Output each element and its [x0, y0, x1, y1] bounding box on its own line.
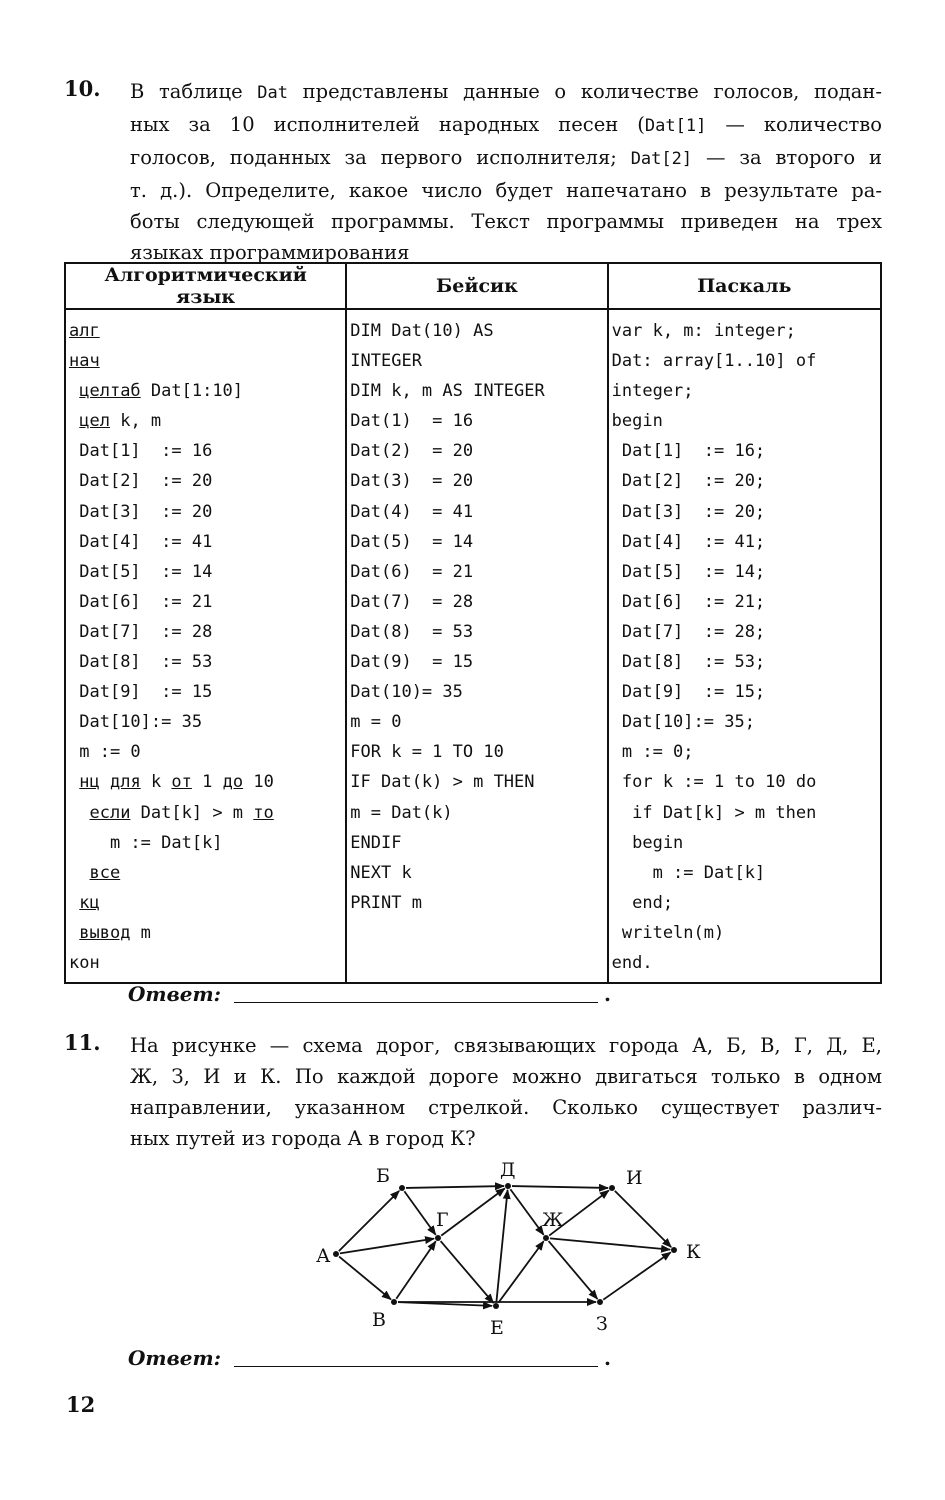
code-line: if Dat[k] > m then	[611, 802, 817, 823]
city-label: А	[316, 1245, 331, 1267]
code-line: Dat[6] := 21	[79, 591, 213, 612]
code-line: IF Dat(k) > m THEN	[350, 772, 535, 793]
road-graph	[300, 1150, 720, 1340]
code-line: Dat[5] := 14;	[611, 561, 766, 582]
code-line: ENDIF	[350, 832, 402, 853]
code-line: Dat[4] := 41	[79, 531, 213, 552]
code-line: Dat(6) = 21	[350, 561, 474, 582]
code-line: Dat[8] := 53;	[611, 652, 766, 673]
city-node	[505, 1183, 511, 1189]
code-line: m := 0;	[611, 742, 694, 763]
code-line: вывод m	[79, 922, 151, 943]
road-arrow	[339, 1257, 391, 1300]
code-line: Dat[7] := 28	[79, 621, 213, 642]
code-line: Dat[3] := 20;	[611, 501, 766, 522]
code-line: Dat[2] := 20;	[611, 471, 766, 492]
road-arrow	[339, 1191, 399, 1251]
code-line: кц	[79, 892, 100, 913]
city-label: Г	[436, 1209, 449, 1231]
code-line: Dat[8] := 53	[79, 652, 213, 673]
code-line: Dat: array[1..10] of	[611, 351, 817, 372]
code-line: m := 0	[79, 742, 141, 763]
header-basic: Бейсик	[346, 263, 607, 309]
city-label: Ж	[542, 1209, 564, 1231]
code-line: Dat(5) = 14	[350, 531, 474, 552]
code-line: writeln(m)	[611, 922, 725, 943]
road-arrow	[340, 1239, 434, 1254]
city-node	[493, 1303, 499, 1309]
code-line: Dat(3) = 20	[350, 471, 474, 492]
road-arrow	[549, 1241, 598, 1299]
code-line: end;	[611, 892, 674, 913]
code-line: DIM k, m AS INTEGER	[350, 381, 545, 402]
road-arrow	[615, 1191, 671, 1247]
code-line: Dat[1] := 16;	[611, 441, 766, 462]
code-line: for k := 1 to 10 do	[611, 772, 817, 793]
question-10	[64, 76, 884, 264]
code-line: Dat(1) = 16	[350, 411, 474, 432]
code-line: var k, m: integer;	[611, 321, 796, 341]
code-line: если Dat[k] > m то	[89, 802, 274, 823]
city-node	[333, 1251, 339, 1257]
algorithmic-code	[65, 309, 346, 983]
road-arrow	[498, 1241, 543, 1303]
code-line: Dat[10]:= 35;	[611, 712, 755, 733]
basic-code	[346, 309, 607, 983]
code-line: алг	[69, 321, 100, 341]
code-line: NEXT k	[350, 862, 412, 883]
city-label: В	[372, 1309, 386, 1331]
city-node	[609, 1185, 615, 1191]
code-line: begin	[611, 832, 684, 853]
code-line: Dat[9] := 15	[79, 682, 213, 703]
code-line: Dat[5] := 14	[79, 561, 213, 582]
header-pascal: Паскаль	[608, 263, 881, 309]
code-line: нц для k от 1 до 10	[79, 772, 274, 793]
city-label: К	[686, 1241, 701, 1263]
code-line: INTEGER	[350, 351, 422, 372]
answer-line-11: Ответ: .	[128, 1346, 611, 1370]
code-line: Dat(4) = 41	[350, 501, 474, 522]
road-arrow	[441, 1241, 494, 1303]
question-text: В таблице Dat представлены данные о количестве голосов, подан- ных за 10 исполнителей народных песен (Dat[1] — количество голосов, поданных за первого исполнителя; Dat[2] — за второго и т. д.). Определите, какое число будет напечатано в результате ра- боты следующей программы. Текст программы приведен на трех языках программирования	[130, 80, 882, 264]
code-line: Dat[1] := 16	[79, 441, 213, 462]
road-arrow	[404, 1191, 435, 1235]
answer-field[interactable]	[234, 1346, 598, 1367]
code-line: Dat[3] := 20	[79, 501, 213, 522]
road-arrow	[441, 1188, 505, 1235]
code-line: цел k, m	[79, 411, 162, 432]
road-arrow	[496, 1190, 507, 1302]
city-label: Д	[500, 1159, 516, 1181]
city-node	[543, 1235, 549, 1241]
code-line: целтаб Dat[1:10]	[79, 381, 244, 402]
city-node	[671, 1247, 677, 1253]
question-number: 10.	[64, 76, 101, 101]
code-line: m := Dat[k]	[109, 832, 223, 853]
code-line: end.	[611, 952, 653, 973]
header-algorithmic: Алгоритмический язык	[65, 263, 346, 309]
city-node	[597, 1299, 603, 1305]
question-text: На рисунке — схема дорог, связывающих города А, Б, В, Г, Д, Е, Ж, З, И и К. По каждой дороге можно двигаться только в одном направлении, указанном стрелкой. Сколько существует различ- ных путей из города А в город К?	[130, 1034, 882, 1150]
code-line: Dat[10]:= 35	[79, 712, 203, 733]
code-line: Dat[4] := 41;	[611, 531, 766, 552]
code-line: PRINT m	[350, 892, 422, 913]
code-line: begin	[611, 411, 663, 432]
city-node	[435, 1235, 441, 1241]
code-line: Dat[9] := 15;	[611, 682, 766, 703]
city-label: З	[596, 1313, 608, 1335]
code-line: Dat(8) = 53	[350, 621, 474, 642]
road-arrow	[512, 1186, 608, 1188]
code-line: m := Dat[k]	[611, 862, 766, 883]
program-table	[64, 262, 882, 984]
city-label: И	[626, 1167, 643, 1189]
code-line: кон	[69, 952, 100, 973]
city-node	[391, 1299, 397, 1305]
answer-field[interactable]	[234, 982, 598, 1003]
code-line: Dat[7] := 28;	[611, 621, 766, 642]
road-arrow	[406, 1186, 504, 1188]
code-line: Dat(2) = 20	[350, 441, 474, 462]
code-line: Dat[6] := 21;	[611, 591, 766, 612]
code-line: FOR k = 1 TO 10	[350, 742, 504, 763]
city-node	[399, 1185, 405, 1191]
pascal-code	[608, 309, 881, 983]
code-line: Dat(7) = 28	[350, 591, 474, 612]
city-label: Б	[376, 1165, 390, 1187]
code-line: Dat[2] := 20	[79, 471, 213, 492]
code-line: m = Dat(k)	[350, 802, 453, 823]
road-arrow	[510, 1189, 543, 1235]
code-line: integer;	[611, 381, 694, 402]
code-line: m = 0	[350, 712, 402, 733]
city-label: Е	[490, 1317, 504, 1339]
road-arrow	[396, 1241, 435, 1298]
code-line: Dat(9) = 15	[350, 652, 474, 673]
question-number: 11.	[64, 1030, 101, 1055]
code-line: нач	[69, 351, 100, 372]
answer-line-10: Ответ: .	[128, 982, 611, 1006]
road-arrow	[603, 1252, 670, 1299]
code-line: DIM Dat(10) AS	[350, 321, 494, 341]
road-arrow	[550, 1238, 670, 1249]
code-line: все	[89, 862, 121, 883]
page-number: 12	[66, 1392, 96, 1417]
question-11	[64, 1030, 884, 1160]
code-line: Dat(10)= 35	[350, 682, 463, 703]
